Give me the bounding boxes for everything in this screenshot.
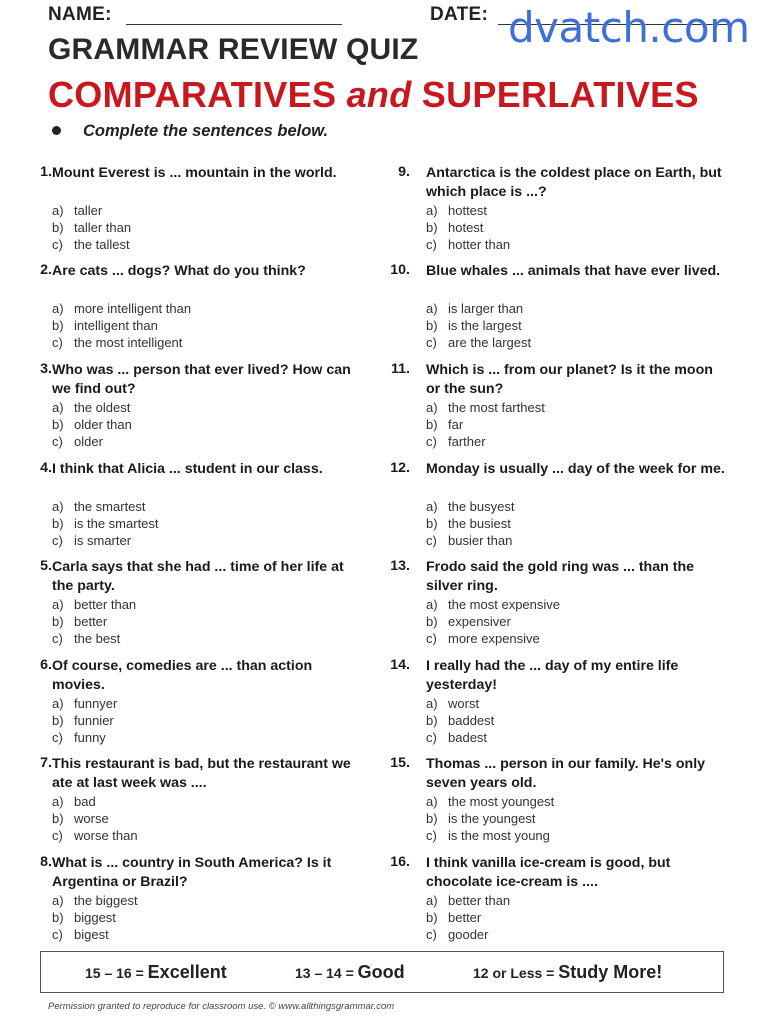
option-c[interactable]: c) are the largest: [426, 335, 532, 350]
answer-options: [426, 892, 726, 943]
subtitle-part1: COMPARATIVES: [48, 74, 347, 115]
option-a[interactable]: a) is larger than: [426, 301, 524, 316]
answer-options: [52, 596, 352, 647]
option-a[interactable]: a) the biggest: [52, 893, 138, 908]
question-number: 14.: [390, 657, 410, 673]
option-c[interactable]: c) is the most young: [426, 828, 550, 843]
option-c[interactable]: c) badest: [426, 730, 488, 745]
question-stem: Thomas ... person in our family. He's only seven years old.: [426, 756, 706, 791]
option-b[interactable]: b) biggest: [52, 910, 116, 925]
question-stem: Blue whales ... animals that have ever lived.: [426, 263, 721, 279]
option-a[interactable]: a) the most youngest: [426, 794, 555, 809]
question-stem: Are cats ... dogs? What do you think?: [52, 263, 306, 279]
question-number: 3.: [40, 361, 52, 377]
option-a[interactable]: a) the most farthest: [426, 400, 545, 415]
answer-options: [426, 695, 726, 746]
answer-options: [52, 399, 352, 450]
option-c[interactable]: c) the most intelligent: [52, 335, 183, 350]
question-number: 7.: [40, 755, 52, 771]
option-c[interactable]: c) bigest: [52, 927, 109, 942]
question-stem: Mount Everest is ... mountain in the world.: [52, 165, 337, 181]
option-b[interactable]: b) the busiest: [426, 516, 511, 531]
answer-options: [52, 695, 352, 746]
question-stem: Monday is usually ... day of the week for me.: [426, 461, 725, 477]
date-label: DATE:: [430, 4, 489, 25]
answer-options: [426, 202, 726, 253]
option-a[interactable]: a) better than: [52, 597, 137, 612]
question-number: 11.: [391, 361, 410, 377]
question-number: 9.: [398, 164, 410, 180]
option-c[interactable]: c) busier than: [426, 533, 513, 548]
answer-options: [426, 399, 726, 450]
question-number: 12.: [390, 460, 410, 476]
option-a[interactable]: a) bad: [52, 794, 96, 809]
option-b[interactable]: b) worse: [52, 811, 109, 826]
bullet-icon: [52, 126, 61, 135]
option-b[interactable]: b) far: [426, 417, 464, 432]
question-number: 1.: [40, 164, 52, 180]
option-a[interactable]: a) the oldest: [52, 400, 131, 415]
score-good: 13 – 14 = Good: [295, 962, 405, 982]
option-c[interactable]: c) worse than: [52, 828, 138, 843]
question-number: 13.: [390, 558, 410, 574]
option-a[interactable]: a) funnyer: [52, 696, 118, 711]
page-title: GRAMMAR REVIEW QUIZ: [48, 33, 419, 66]
answer-options: [52, 793, 352, 844]
option-b[interactable]: b) baddest: [426, 713, 495, 728]
instruction: [48, 122, 328, 141]
option-b[interactable]: b) better: [426, 910, 482, 925]
option-b[interactable]: b) taller than: [52, 220, 132, 235]
option-a[interactable]: a) the busyest: [426, 499, 515, 514]
question-stem: Which is ... from our planet? Is it the moon or the sun?: [426, 362, 713, 397]
question-number: 10.: [390, 262, 410, 278]
option-c[interactable]: c) more expensive: [426, 631, 540, 646]
question-stem: This restaurant is bad, but the restaurant we ate at last week was ....: [52, 756, 351, 791]
option-a[interactable]: a) hottest: [426, 203, 488, 218]
question-number: 15.: [390, 755, 410, 771]
option-b[interactable]: b) intelligent than: [52, 318, 158, 333]
question-stem: Who was ... person that ever lived? How can we find out?: [52, 362, 351, 397]
answer-options: [426, 498, 726, 549]
option-b[interactable]: b) is the smartest: [52, 516, 159, 531]
score-excellent: 15 – 16 = Excellent: [85, 962, 227, 982]
answer-options: [426, 596, 726, 647]
question-number: 2.: [40, 262, 52, 278]
question-stem: I think vanilla ice-cream is good, but chocolate ice-cream is ....: [426, 855, 671, 890]
name-line: [126, 24, 342, 25]
option-c[interactable]: c) gooder: [426, 927, 489, 942]
option-a[interactable]: a) the most expensive: [426, 597, 561, 612]
question-stem: I think that Alicia ... student in our class.: [52, 461, 323, 477]
answer-options: [52, 498, 352, 549]
score-study-more: 12 or Less = Study More!: [473, 962, 663, 982]
answer-options: [426, 793, 726, 844]
option-a[interactable]: a) worst: [426, 696, 480, 711]
subtitle-and: and: [346, 74, 412, 115]
option-b[interactable]: b) expensiver: [426, 614, 511, 629]
question-number: 5.: [40, 558, 52, 574]
option-c[interactable]: c) farther: [426, 434, 486, 449]
option-b[interactable]: b) is the youngest: [426, 811, 536, 826]
option-c[interactable]: c) the best: [52, 631, 121, 646]
score-box: [40, 951, 724, 993]
option-b[interactable]: b) better: [52, 614, 108, 629]
option-c[interactable]: c) funny: [52, 730, 106, 745]
option-b[interactable]: b) funnier: [52, 713, 114, 728]
question-stem: Of course, comedies are ... than action movies.: [52, 658, 313, 693]
option-c[interactable]: c) older: [52, 434, 103, 449]
question-stem: Frodo said the gold ring was ... than the silver ring.: [426, 559, 694, 594]
option-a[interactable]: a) better than: [426, 893, 511, 908]
subtitle-part2: SUPERLATIVES: [411, 74, 699, 115]
answer-options: [426, 300, 726, 351]
copyright-footer: Permission granted to reproduce for classroom use. © www.allthingsgrammar.com: [48, 1001, 395, 1012]
page-subtitle: [48, 74, 699, 116]
option-c[interactable]: c) the tallest: [52, 237, 130, 252]
option-c[interactable]: c) is smarter: [52, 533, 132, 548]
question-stem: What is ... country in South America? Is it Argentina or Brazil?: [52, 855, 332, 890]
question-stem: Antarctica is the coldest place on Earth, but which place is ...?: [426, 165, 722, 200]
name-label: NAME:: [48, 4, 112, 25]
watermark: dvatch.com: [508, 3, 750, 52]
option-a[interactable]: a) the smartest: [52, 499, 146, 514]
option-b[interactable]: b) older than: [52, 417, 132, 432]
question-number: 16.: [390, 854, 410, 870]
option-a[interactable]: a) more intelligent than: [52, 301, 192, 316]
option-b[interactable]: b) is the largest: [426, 318, 522, 333]
question-number: 6.: [40, 657, 52, 673]
instruction-text: Complete the sentences below.: [83, 122, 329, 140]
question-stem: Carla says that she had ... time of her life at the party.: [52, 559, 344, 594]
question-number: 4.: [40, 460, 52, 476]
option-b[interactable]: b) hotest: [426, 220, 484, 235]
option-a[interactable]: a) taller: [52, 203, 103, 218]
option-c[interactable]: c) hotter than: [426, 237, 511, 252]
answer-options: [52, 300, 352, 351]
question-stem: I really had the ... day of my entire life yesterday!: [426, 658, 679, 693]
answer-options: [52, 202, 352, 253]
question-number: 8.: [40, 854, 52, 870]
answer-options: [52, 892, 352, 943]
